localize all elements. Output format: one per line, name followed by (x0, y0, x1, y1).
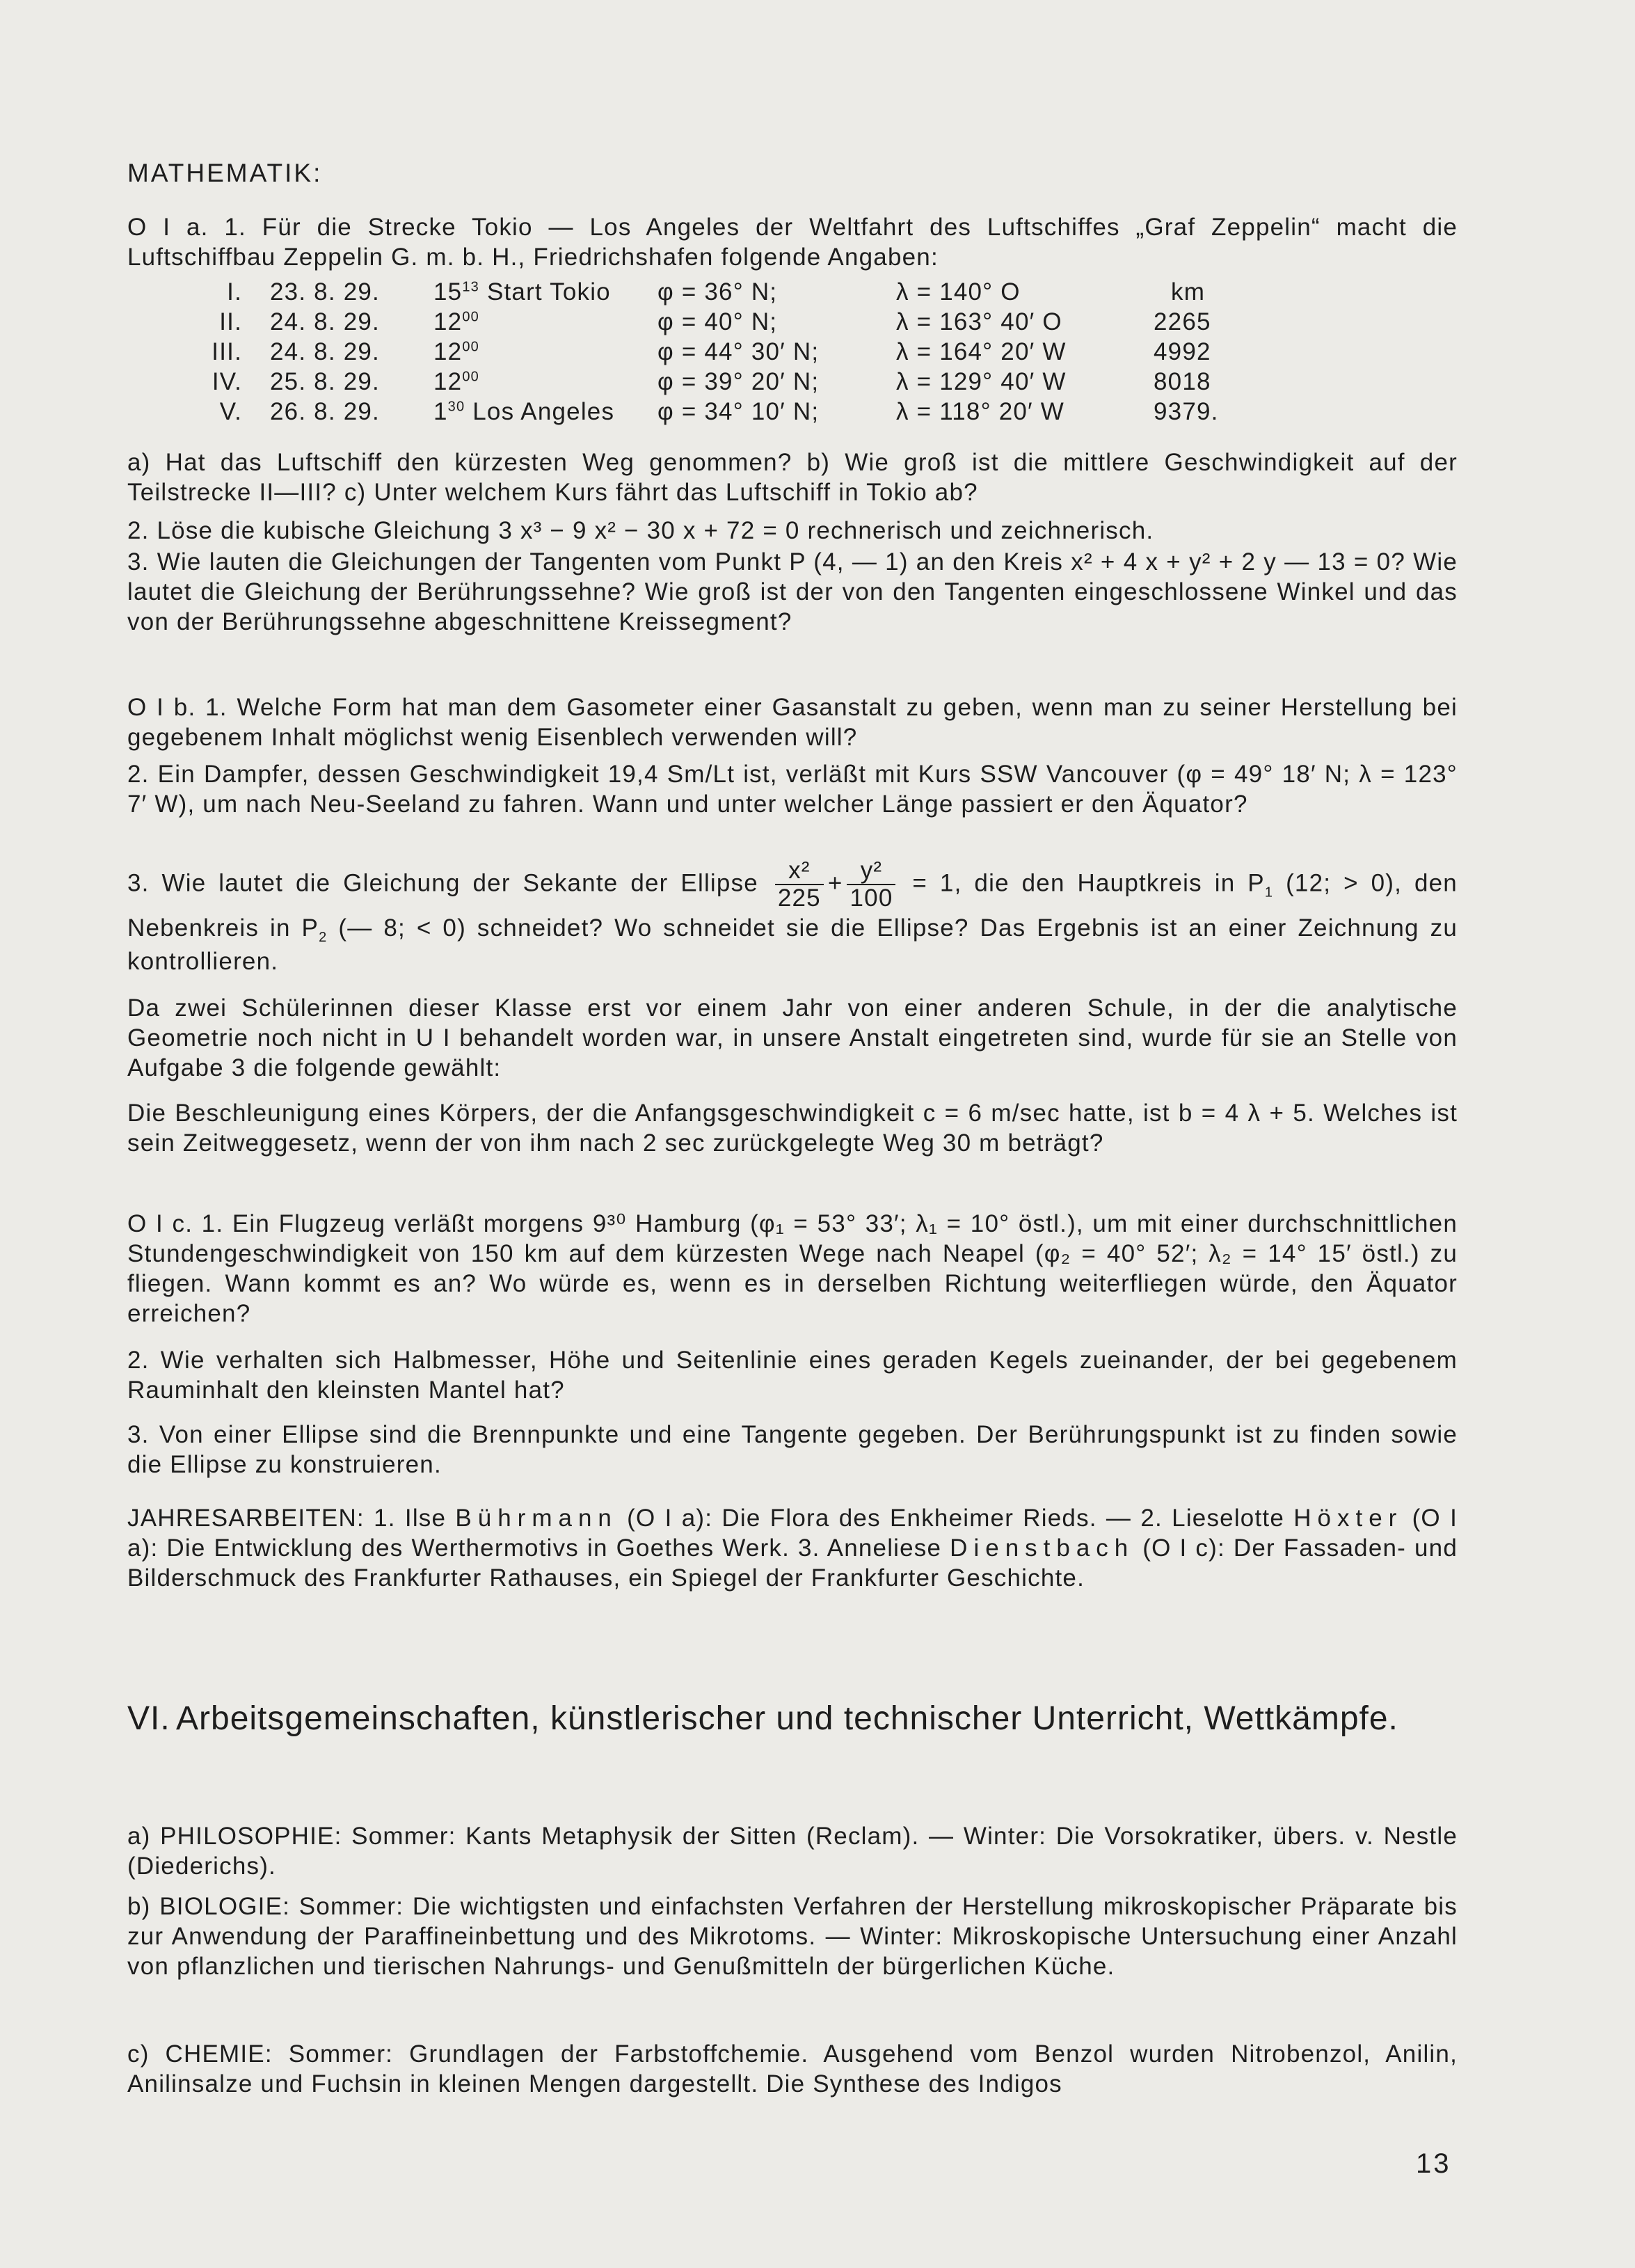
olb-task-1: O I b. 1. Welche Form hat man dem Gasometer einer Gasanstalt zu geben, wenn man zu seiner Herstellung bei gegebenem Inhalt möglichst wenig Eisenblech verwenden will? (127, 694, 1458, 751)
route-latitude: φ = 39° 20′ N; (657, 368, 820, 395)
section-heading-mathematik: MATHEMATIK: (127, 159, 323, 187)
route-date: 23. 8. 29. (270, 278, 380, 306)
olc-task-2: 2. Wie verhalten sich Halbmesser, Höhe und Seitenlinie eines geraden Kegels zueinander, der bei gegebenem Rauminhalt den kleinsten Mantel hat? (127, 1347, 1458, 1404)
route-table (127, 277, 1458, 427)
route-latitude: φ = 34° 10′ N; (657, 398, 820, 425)
author-name: Bührmann (455, 1505, 618, 1532)
route-latitude: φ = 36° N; (657, 278, 778, 306)
route-time: $1^{30}$ Los Angeles (433, 398, 615, 425)
author-name: Höxter (1293, 1505, 1403, 1532)
route-latitude: φ = 40° N; (657, 308, 778, 335)
fraction-y: $\frac{\text{y²}}{100}$ (847, 857, 895, 912)
olb-alternative-task: Die Beschleunigung eines Körpers, der die Anfangsgeschwindigkeit c = 6 m/sec hatte, ist b = 4 λ + 5. Welches ist sein Zeitweggesetz, wenn der von ihm nach 2 sec zurückgelegte Weg 30 m beträgt? (127, 1100, 1458, 1157)
route-km: 8018 (1154, 368, 1211, 395)
route-row (127, 367, 1458, 397)
route-km: km (1171, 278, 1206, 306)
route-longitude: λ = 163° 40′ O (896, 308, 1062, 335)
section-number: VI. (127, 1700, 170, 1737)
route-time: $12^{00}$ (433, 368, 479, 395)
ola-task-3: 3. Wie lauten die Gleichungen der Tangenten vom Punkt P (4, — 1) an den Kreis x² + 4 x + y² + 2 y — 13 = 0? Wie lautet die Gleichung der Berührungssehne? Wie groß ist der von den Tangenten eingeschlossene Winkel und das von der Berührungssehne abgeschnittene Kreissegment? (127, 548, 1458, 635)
route-row (127, 277, 1458, 307)
jahresarbeiten: JAHRESARBEITEN: 1. Ilse Bührmann (O I a): Die Flora des Enkheimer Rieds. — 2. Lieselotte Höxter (O I a): Die Entwicklung des Werthermotivs in Goethes Werk. 3. Anneliese Dienstbach (O I c): Der Fassaden- und Bilderschmuck des Frankfurter Rathauses, ein Spiegel der Frankfurter Geschichte. (127, 1505, 1458, 1592)
section-title-text: Arbeitsgemeinschaften, künstlerischer und technischer Unterricht, Wettkämpfe. (176, 1700, 1398, 1737)
route-time: $12^{00}$ (433, 308, 479, 335)
olc-task-1: O I c. 1. Ein Flugzeug verläßt morgens 9³⁰ Hamburg (φ₁ = 53° 33′; λ₁ = 10° östl.), um mit einer durchschnittlichen Stundengeschwindigkeit von 150 km auf dem kürzesten Wege nach Neapel (φ₂ = 40° 52′; λ₂ = 14° 15′ östl.) zu fliegen. Wann kommt es an? Wo würde es, wenn es in derselben Richtung weiterfliegen würde, den Äquator erreichen? (127, 1210, 1458, 1327)
fraction-x: $\frac{\text{x²}}{225}$ (775, 857, 824, 912)
philosophie-paragraph: a) PHILOSOPHIE: Sommer: Kants Metaphysik der Sitten (Reclam). — Winter: Die Vorsokratiker, übers. v. Nestle (Diederichs). (127, 1823, 1458, 1880)
route-km: 9379. (1154, 398, 1219, 425)
route-km: 2265 (1154, 308, 1211, 335)
biologie-paragraph: b) BIOLOGIE: Sommer: Die wichtigsten und einfachsten Verfahren der Herstellung mikroskopischer Präparate bis zur Anwendung der Paraffineinbettung und des Mikrotoms. — Winter: Mikroskopische Untersuchung einer Anzahl von pflanzlichen und tierischen Nahrungs- und Genußmitteln der bürgerlichen Küche. (127, 1893, 1458, 1980)
route-longitude: λ = 164° 20′ W (896, 338, 1067, 365)
page-number: 13 (1416, 2148, 1451, 2179)
olc-task-3: 3. Von einer Ellipse sind die Brennpunkte und eine Tangente gegeben. Der Berührungspunkt ist zu finden sowie die Ellipse zu konstruieren. (127, 1421, 1458, 1478)
route-row (127, 307, 1458, 337)
route-longitude: λ = 129° 40′ W (896, 368, 1067, 395)
route-date: 24. 8. 29. (270, 308, 380, 335)
route-time: $15^{13}$ Start Tokio (433, 278, 611, 306)
author-name: Dienstbach (950, 1535, 1135, 1562)
route-num: IV. (212, 368, 242, 395)
route-latitude: φ = 44° 30′ N; (657, 338, 820, 365)
route-num: III. (212, 338, 242, 365)
route-longitude: λ = 118° 20′ W (896, 398, 1064, 425)
route-row (127, 337, 1458, 367)
route-num: V. (219, 398, 242, 425)
route-date: 24. 8. 29. (270, 338, 380, 365)
olb-task-2: 2. Ein Dampfer, dessen Geschwindigkeit 19,4 Sm/Lt ist, verläßt mit Kurs SSW Vancouver (φ = 49° 18′ N; λ = 123° 7′ W), um nach Neu-Seeland zu fahren. Wann und unter welcher Länge passiert er den Äquator? (127, 761, 1458, 818)
route-num: II. (219, 308, 242, 335)
route-num: I. (227, 278, 242, 306)
route-date: 26. 8. 29. (270, 398, 380, 425)
ola-questions: a) Hat das Luftschiff den kürzesten Weg genommen? b) Wie groß ist die mittlere Geschwindigkeit auf der Teilstrecke II—III? c) Unter welchem Kurs fährt das Luftschiff in Tokio ab? (127, 449, 1458, 506)
chemie-paragraph: c) CHEMIE: Sommer: Grundlagen der Farbstoffchemie. Ausgehend vom Benzol wurden Nitrobenzol, Anilin, Anilinsalze und Fuchsin in kleinen Mengen dargestellt. Die Synthese des Indigos (127, 2040, 1458, 2097)
section-title-vi (127, 1698, 1458, 1740)
ola-task-2: 2. Löse die kubische Gleichung 3 x³ − 9 x² − 30 x + 72 = 0 rechnerisch und zeichnerisch. (127, 517, 1154, 544)
route-km: 4992 (1154, 338, 1211, 365)
route-row (127, 397, 1458, 427)
route-date: 25. 8. 29. (270, 368, 380, 395)
ola-intro: O I a. 1. Für die Strecke Tokio — Los Angeles der Weltfahrt des Luftschiffes „Graf Zeppelin“ macht die Luftschiffbau Zeppelin G. m. b. H., Friedrichshafen folgende Angaben: (127, 214, 1458, 271)
route-time: $12^{00}$ (433, 338, 479, 365)
route-longitude: λ = 140° O (896, 278, 1021, 306)
olb-note: Da zwei Schülerinnen dieser Klasse erst vor einem Jahr von einer anderen Schule, in der die analytische Geometrie noch nicht in U I behandelt worden war, in unsere Anstalt eingetreten sind, wurde für sie an Stelle von Aufgabe 3 die folgende gewählt: (127, 994, 1458, 1081)
olb-task-3: 3. Wie lautet die Gleichung der Sekante der Ellipse $\frac{\text{x²}}{225}$ + $\frac{\text{y²}}{100}$ = 1, die den Hauptkreis in $P_1$ (12; > 0), den Nebenkreis in $P_2$ (— 8; < 0) schneidet? Wo schneidet sie die Ellipse? Das Ergebnis ist an einer Zeichnung zu kontrollieren. (127, 857, 1458, 975)
